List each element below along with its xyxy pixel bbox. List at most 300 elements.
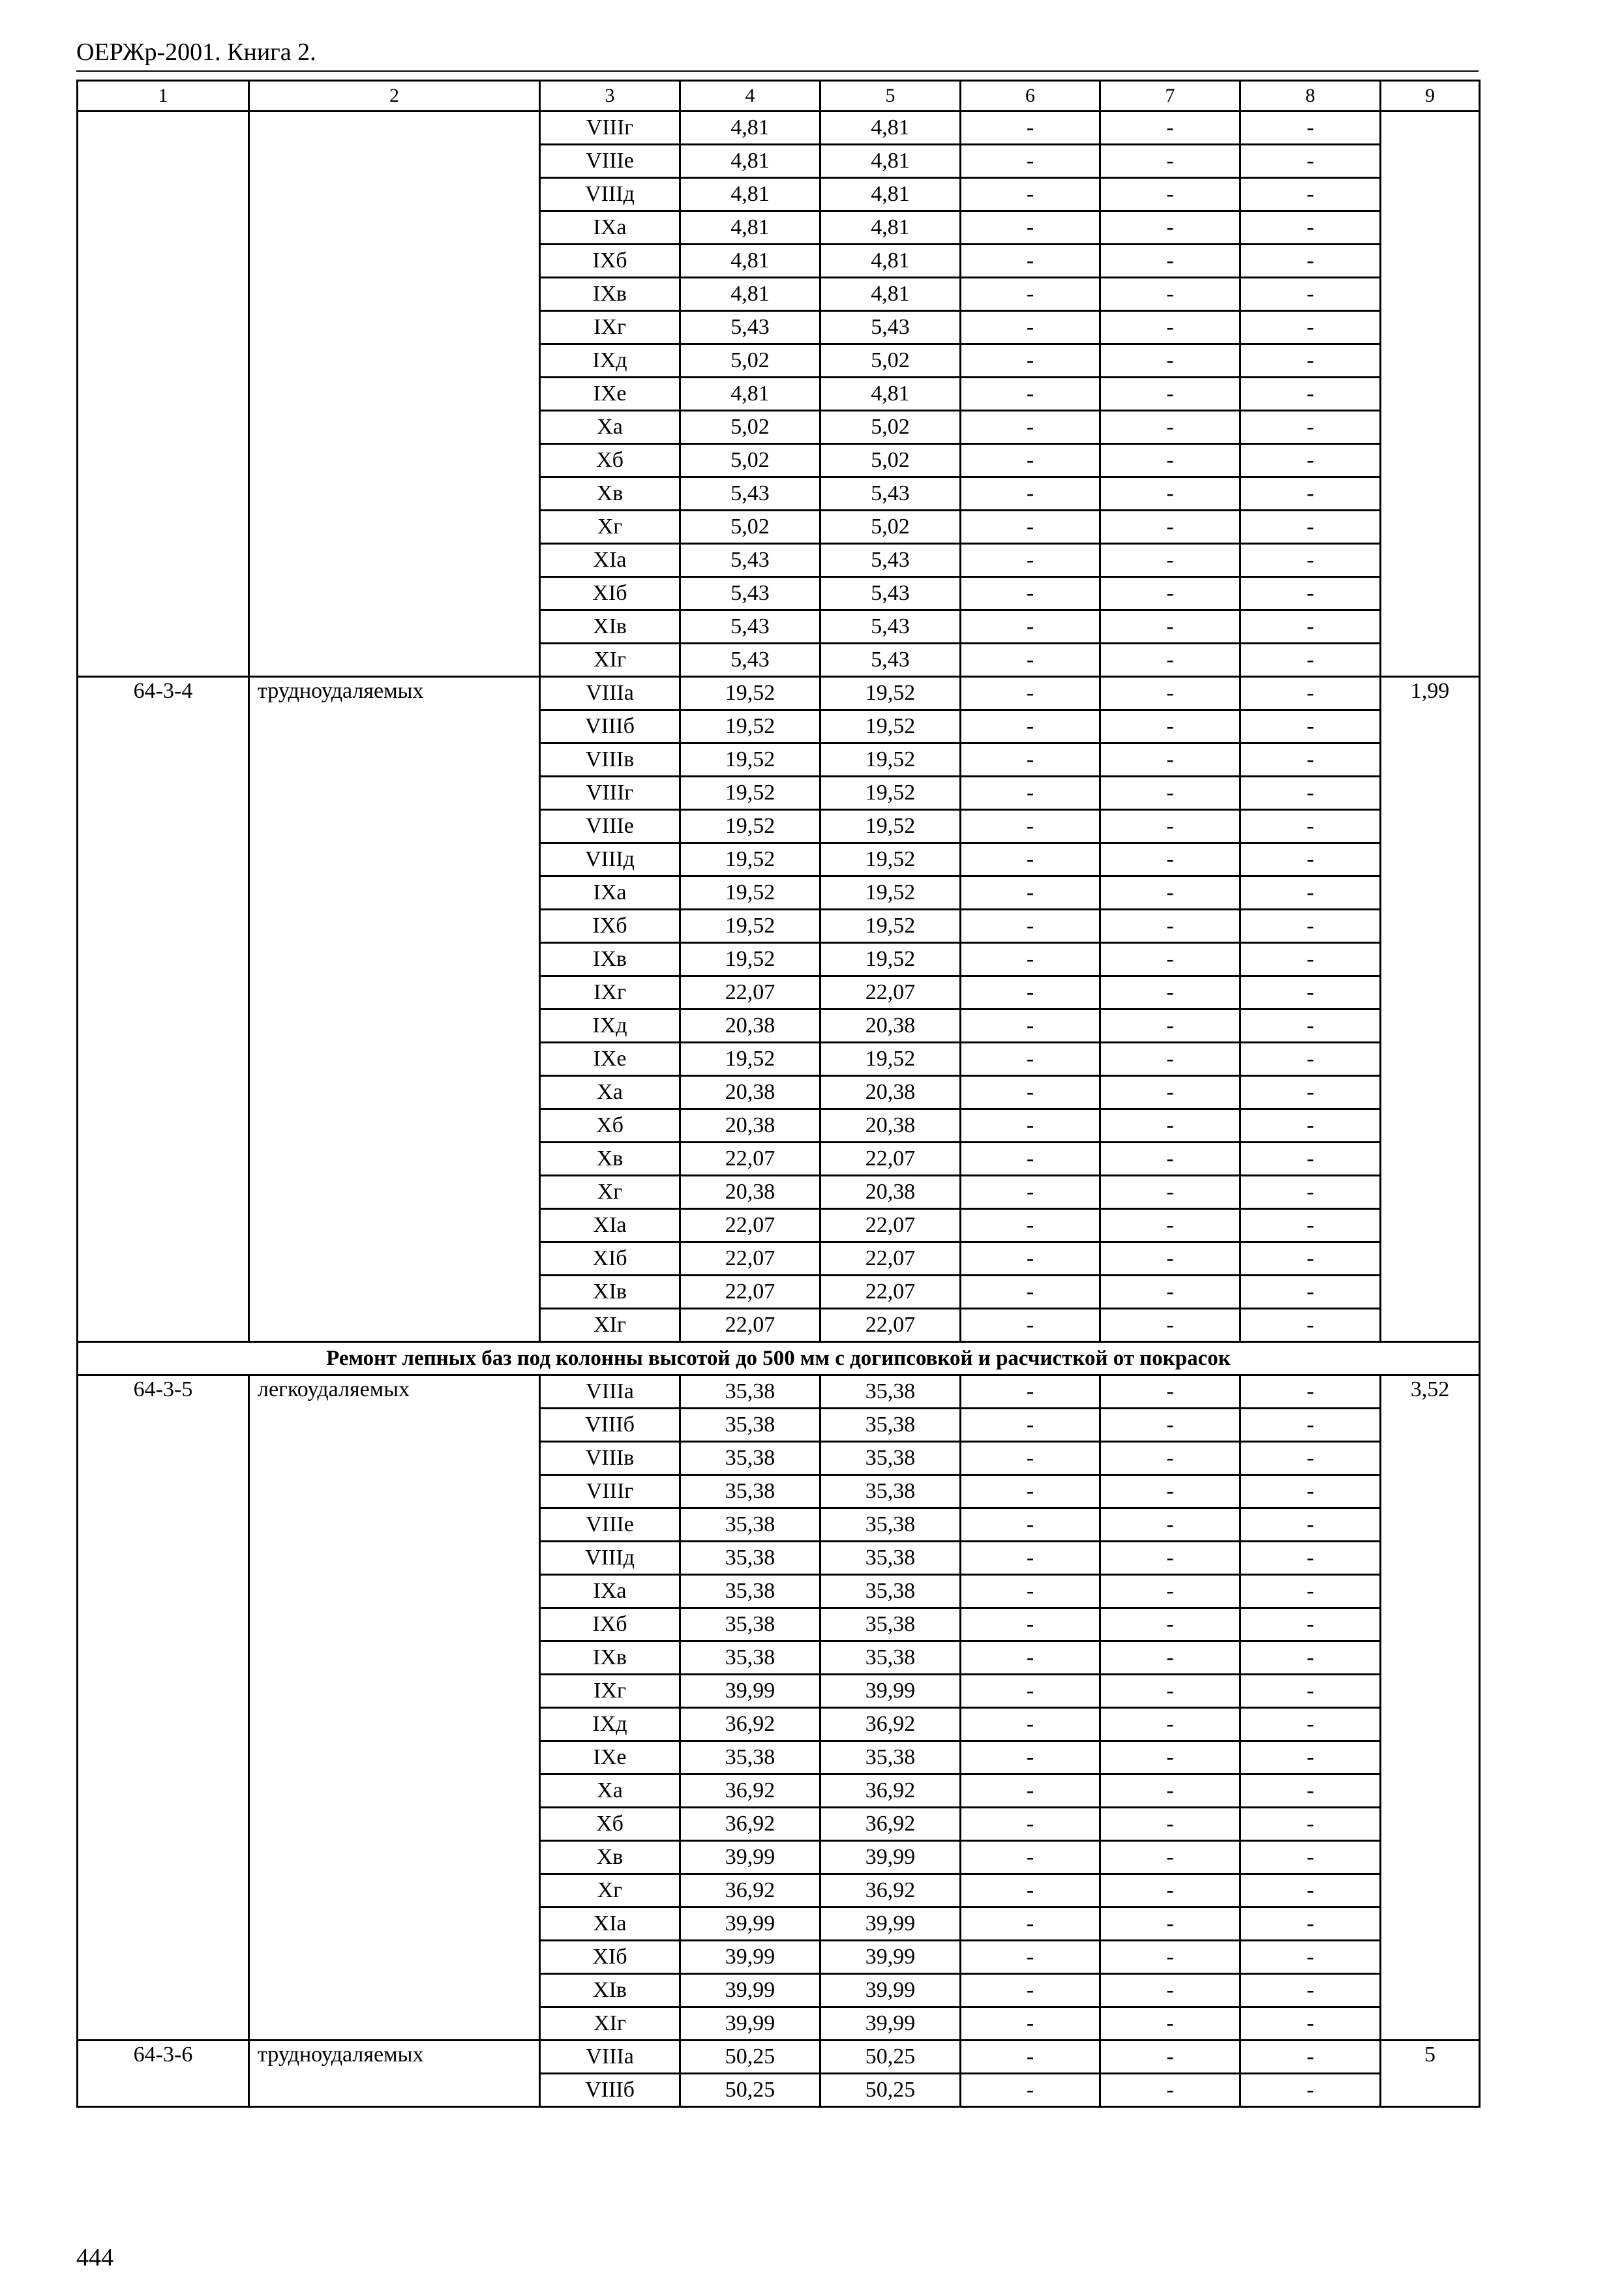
materials-cell: - [1241,1641,1381,1675]
driver-wages-cell: - [1100,1974,1241,2007]
machine-cost-cell: - [961,1941,1100,1974]
total-cost-cell: 4,81 [680,245,820,278]
rate-class-cell: Xг [540,1176,680,1209]
total-cost-cell: 39,99 [680,1841,820,1874]
wages-cell: 5,43 [820,544,961,577]
rate-class-cell: VIIIб [540,1409,680,1442]
total-cost-cell: 50,25 [680,2074,820,2107]
rate-class-cell: IXв [540,1641,680,1675]
item-description-cell: легкоудаляемых [249,1375,540,2041]
wages-cell: 5,43 [820,311,961,344]
rate-class-cell: VIIIа [540,2041,680,2074]
driver-wages-cell: - [1100,577,1241,610]
column-number: 5 [820,81,961,112]
machine-cost-cell: - [961,344,1100,378]
rate-class-cell: XIв [540,1974,680,2007]
wages-cell: 39,99 [820,1675,961,1708]
driver-wages-cell: - [1100,1242,1241,1276]
labor-cost-cell: 3,52 [1381,1375,1480,2041]
total-cost-cell: 19,52 [680,710,820,743]
driver-wages-cell: - [1100,1375,1241,1409]
header-rule [76,70,1479,72]
wages-cell: 50,25 [820,2074,961,2107]
machine-cost-cell: - [961,1908,1100,1941]
driver-wages-cell: - [1100,1675,1241,1708]
materials-cell: - [1241,777,1381,810]
machine-cost-cell: - [961,1276,1100,1309]
total-cost-cell: 20,38 [680,1010,820,1043]
materials-cell: - [1241,411,1381,444]
materials-cell: - [1241,976,1381,1010]
wages-cell: 35,38 [820,1442,961,1475]
rate-class-cell: IXб [540,245,680,278]
total-cost-cell: 22,07 [680,1242,820,1276]
wages-cell: 35,38 [820,1375,961,1409]
materials-cell: - [1241,1508,1381,1542]
machine-cost-cell: - [961,943,1100,976]
materials-cell: - [1241,511,1381,544]
driver-wages-cell: - [1100,1641,1241,1675]
materials-cell: - [1241,1608,1381,1641]
wages-cell: 4,81 [820,145,961,178]
machine-cost-cell: - [961,777,1100,810]
wages-cell: 36,92 [820,1874,961,1908]
materials-cell: - [1241,1741,1381,1774]
machine-cost-cell: - [961,211,1100,245]
wages-cell: 19,52 [820,1043,961,1076]
machine-cost-cell: - [961,1442,1100,1475]
materials-cell: - [1241,145,1381,178]
machine-cost-cell: - [961,544,1100,577]
wages-cell: 35,38 [820,1641,961,1675]
driver-wages-cell: - [1100,1010,1241,1043]
wages-cell: 5,02 [820,511,961,544]
rate-class-cell: XIг [540,644,680,677]
rate-class-cell: XIг [540,1309,680,1342]
materials-cell: - [1241,1874,1381,1908]
driver-wages-cell: - [1100,1176,1241,1209]
rate-class-cell: Xб [540,1109,680,1143]
machine-cost-cell: - [961,876,1100,910]
total-cost-cell: 20,38 [680,1109,820,1143]
rate-class-cell: VIIIв [540,1442,680,1475]
total-cost-cell: 22,07 [680,1276,820,1309]
machine-cost-cell: - [961,2074,1100,2107]
total-cost-cell: 35,38 [680,1409,820,1442]
materials-cell: - [1241,577,1381,610]
machine-cost-cell: - [961,1874,1100,1908]
driver-wages-cell: - [1100,1508,1241,1542]
total-cost-cell: 22,07 [680,1143,820,1176]
wages-cell: 19,52 [820,677,961,710]
materials-cell: - [1241,1076,1381,1109]
wages-cell: 36,92 [820,1774,961,1808]
column-number: 2 [249,81,540,112]
total-cost-cell: 36,92 [680,1874,820,1908]
wages-cell: 36,92 [820,1708,961,1741]
materials-cell: - [1241,610,1381,644]
wages-cell: 35,38 [820,1542,961,1575]
item-code-cell: 64-3-5 [78,1375,249,2041]
machine-cost-cell: - [961,2007,1100,2041]
page-number: 444 [76,2244,113,2271]
machine-cost-cell: - [961,743,1100,777]
rate-class-cell: XIа [540,1908,680,1941]
total-cost-cell: 4,81 [680,178,820,211]
driver-wages-cell: - [1100,411,1241,444]
wages-cell: 35,38 [820,1409,961,1442]
driver-wages-cell: - [1100,178,1241,211]
materials-cell: - [1241,1708,1381,1741]
total-cost-cell: 22,07 [680,1209,820,1242]
machine-cost-cell: - [961,1675,1100,1708]
machine-cost-cell: - [961,411,1100,444]
materials-cell: - [1241,1209,1381,1242]
item-description-cell [249,112,540,677]
rate-class-cell: VIIIб [540,710,680,743]
column-number: 3 [540,81,680,112]
rate-class-cell: VIIIг [540,112,680,145]
materials-cell: - [1241,1010,1381,1043]
column-number: 7 [1100,81,1241,112]
wages-cell: 35,38 [820,1475,961,1508]
rate-class-cell: IXд [540,1708,680,1741]
driver-wages-cell: - [1100,1209,1241,1242]
machine-cost-cell: - [961,2041,1100,2074]
machine-cost-cell: - [961,245,1100,278]
machine-cost-cell: - [961,1608,1100,1641]
total-cost-cell: 19,52 [680,677,820,710]
wages-cell: 19,52 [820,943,961,976]
wages-cell: 4,81 [820,112,961,145]
column-number: 8 [1241,81,1381,112]
driver-wages-cell: - [1100,444,1241,477]
machine-cost-cell: - [961,910,1100,943]
wages-cell: 22,07 [820,1143,961,1176]
total-cost-cell: 19,52 [680,810,820,843]
rate-class-cell: Xв [540,1841,680,1874]
driver-wages-cell: - [1100,876,1241,910]
driver-wages-cell: - [1100,245,1241,278]
wages-cell: 4,81 [820,378,961,411]
machine-cost-cell: - [961,976,1100,1010]
wages-cell: 4,81 [820,178,961,211]
machine-cost-cell: - [961,610,1100,644]
driver-wages-cell: - [1100,211,1241,245]
total-cost-cell: 4,81 [680,145,820,178]
rate-class-cell: Xа [540,411,680,444]
rate-class-cell: VIIIе [540,145,680,178]
rate-class-cell: IXв [540,278,680,311]
wages-cell: 35,38 [820,1741,961,1774]
rate-class-cell: Xа [540,1774,680,1808]
wages-cell: 20,38 [820,1109,961,1143]
machine-cost-cell: - [961,112,1100,145]
driver-wages-cell: - [1100,145,1241,178]
rate-class-cell: VIIIг [540,777,680,810]
driver-wages-cell: - [1100,511,1241,544]
wages-cell: 22,07 [820,1309,961,1342]
table-row [78,2041,1480,2074]
machine-cost-cell: - [961,477,1100,511]
total-cost-cell: 35,38 [680,1508,820,1542]
materials-cell: - [1241,112,1381,145]
materials-cell: - [1241,1475,1381,1508]
total-cost-cell: 5,02 [680,511,820,544]
rate-class-cell: XIа [540,544,680,577]
driver-wages-cell: - [1100,644,1241,677]
machine-cost-cell: - [961,1808,1100,1841]
rate-class-cell: IXб [540,910,680,943]
machine-cost-cell: - [961,145,1100,178]
machine-cost-cell: - [961,1309,1100,1342]
document-title: ОЕРЖр-2001. Книга 2. [76,38,316,66]
total-cost-cell: 5,43 [680,311,820,344]
driver-wages-cell: - [1100,810,1241,843]
wages-cell: 39,99 [820,2007,961,2041]
total-cost-cell: 20,38 [680,1176,820,1209]
rate-class-cell: IXг [540,311,680,344]
wages-cell: 35,38 [820,1508,961,1542]
rate-class-cell: XIг [540,2007,680,2041]
rate-class-cell: VIIIг [540,1475,680,1508]
table-row [78,112,1480,145]
rate-class-cell: IXа [540,211,680,245]
machine-cost-cell: - [961,1774,1100,1808]
wages-cell: 35,38 [820,1608,961,1641]
driver-wages-cell: - [1100,777,1241,810]
total-cost-cell: 20,38 [680,1076,820,1109]
total-cost-cell: 35,38 [680,1442,820,1475]
total-cost-cell: 19,52 [680,777,820,810]
machine-cost-cell: - [961,1641,1100,1675]
wages-cell: 5,02 [820,411,961,444]
materials-cell: - [1241,1808,1381,1841]
rate-class-cell: Xв [540,477,680,511]
machine-cost-cell: - [961,1542,1100,1575]
machine-cost-cell: - [961,1475,1100,1508]
machine-cost-cell: - [961,278,1100,311]
labor-cost-cell: 1,99 [1381,677,1480,1342]
materials-cell: - [1241,644,1381,677]
materials-cell: - [1241,245,1381,278]
materials-cell: - [1241,1242,1381,1276]
table-row [78,1375,1480,1409]
materials-cell: - [1241,743,1381,777]
total-cost-cell: 19,52 [680,843,820,876]
wages-cell: 19,52 [820,876,961,910]
rate-class-cell: Xб [540,444,680,477]
machine-cost-cell: - [961,1176,1100,1209]
materials-cell: - [1241,477,1381,511]
materials-cell: - [1241,344,1381,378]
rate-class-cell: IXг [540,1675,680,1708]
driver-wages-cell: - [1100,1741,1241,1774]
rate-class-cell: Xа [540,1076,680,1109]
materials-cell: - [1241,1908,1381,1941]
machine-cost-cell: - [961,577,1100,610]
wages-cell: 19,52 [820,810,961,843]
driver-wages-cell: - [1100,1076,1241,1109]
machine-cost-cell: - [961,311,1100,344]
driver-wages-cell: - [1100,2041,1241,2074]
rate-class-cell: IXе [540,378,680,411]
total-cost-cell: 35,38 [680,1542,820,1575]
materials-cell: - [1241,810,1381,843]
total-cost-cell: 5,43 [680,644,820,677]
total-cost-cell: 5,43 [680,544,820,577]
labor-cost-cell [1381,112,1480,677]
section-header-row [78,1342,1480,1375]
wages-cell: 5,43 [820,477,961,511]
machine-cost-cell: - [961,677,1100,710]
machine-cost-cell: - [961,1409,1100,1442]
wages-cell: 5,43 [820,644,961,677]
machine-cost-cell: - [961,378,1100,411]
rate-class-cell: VIIIе [540,1508,680,1542]
wages-cell: 5,02 [820,344,961,378]
rate-class-cell: Xг [540,1874,680,1908]
materials-cell: - [1241,876,1381,910]
rate-class-cell: XIв [540,610,680,644]
driver-wages-cell: - [1100,311,1241,344]
item-code-cell [78,112,249,677]
rate-class-cell: IXе [540,1741,680,1774]
machine-cost-cell: - [961,1841,1100,1874]
wages-cell: 39,99 [820,1841,961,1874]
column-number: 9 [1381,81,1480,112]
rate-class-cell: Xб [540,1808,680,1841]
driver-wages-cell: - [1100,544,1241,577]
machine-cost-cell: - [961,810,1100,843]
machine-cost-cell: - [961,1076,1100,1109]
materials-cell: - [1241,1442,1381,1475]
driver-wages-cell: - [1100,477,1241,511]
materials-cell: - [1241,843,1381,876]
total-cost-cell: 39,99 [680,1908,820,1941]
driver-wages-cell: - [1100,1808,1241,1841]
materials-cell: - [1241,910,1381,943]
machine-cost-cell: - [961,1043,1100,1076]
materials-cell: - [1241,378,1381,411]
total-cost-cell: 4,81 [680,211,820,245]
column-number: 1 [78,81,249,112]
driver-wages-cell: - [1100,1276,1241,1309]
rate-class-cell: VIIIд [540,843,680,876]
total-cost-cell: 35,38 [680,1475,820,1508]
rates-table-container [76,80,1481,2108]
total-cost-cell: 5,02 [680,411,820,444]
driver-wages-cell: - [1100,2007,1241,2041]
total-cost-cell: 19,52 [680,943,820,976]
driver-wages-cell: - [1100,1774,1241,1808]
wages-cell: 19,52 [820,710,961,743]
driver-wages-cell: - [1100,843,1241,876]
driver-wages-cell: - [1100,1608,1241,1641]
driver-wages-cell: - [1100,1941,1241,1974]
driver-wages-cell: - [1100,278,1241,311]
driver-wages-cell: - [1100,112,1241,145]
wages-cell: 20,38 [820,1176,961,1209]
wages-cell: 22,07 [820,1209,961,1242]
item-description-cell: трудноудаляемых [249,677,540,1342]
machine-cost-cell: - [961,710,1100,743]
wages-cell: 22,07 [820,1276,961,1309]
total-cost-cell: 35,38 [680,1575,820,1608]
rate-class-cell: XIб [540,577,680,610]
driver-wages-cell: - [1100,677,1241,710]
wages-cell: 36,92 [820,1808,961,1841]
wages-cell: 35,38 [820,1575,961,1608]
driver-wages-cell: - [1100,1575,1241,1608]
total-cost-cell: 4,81 [680,278,820,311]
materials-cell: - [1241,710,1381,743]
materials-cell: - [1241,178,1381,211]
labor-cost-cell: 5 [1381,2041,1480,2107]
wages-cell: 39,99 [820,1974,961,2007]
driver-wages-cell: - [1100,1043,1241,1076]
rates-table [76,80,1481,2108]
rate-class-cell: IXб [540,1608,680,1641]
total-cost-cell: 4,81 [680,378,820,411]
total-cost-cell: 36,92 [680,1808,820,1841]
wages-cell: 50,25 [820,2041,961,2074]
rate-class-cell: IXд [540,344,680,378]
total-cost-cell: 35,38 [680,1741,820,1774]
driver-wages-cell: - [1100,610,1241,644]
machine-cost-cell: - [961,1741,1100,1774]
rate-class-cell: VIIIа [540,1375,680,1409]
driver-wages-cell: - [1100,344,1241,378]
rate-class-cell: XIб [540,1242,680,1276]
total-cost-cell: 36,92 [680,1708,820,1741]
rate-class-cell: IXв [540,943,680,976]
driver-wages-cell: - [1100,1708,1241,1741]
rate-class-cell: IXг [540,976,680,1010]
driver-wages-cell: - [1100,1908,1241,1941]
total-cost-cell: 4,81 [680,112,820,145]
wages-cell: 20,38 [820,1076,961,1109]
rate-class-cell: IXа [540,1575,680,1608]
total-cost-cell: 22,07 [680,976,820,1010]
materials-cell: - [1241,1774,1381,1808]
column-number-row [78,81,1480,112]
section-title: Ремонт лепных баз под колонны высотой до 500 мм с догипсовкой и расчисткой от покрасок [78,1342,1480,1375]
machine-cost-cell: - [961,1242,1100,1276]
total-cost-cell: 35,38 [680,1641,820,1675]
item-code-cell: 64-3-6 [78,2041,249,2107]
machine-cost-cell: - [961,1708,1100,1741]
driver-wages-cell: - [1100,378,1241,411]
item-description-cell: трудноудаляемых [249,2041,540,2107]
total-cost-cell: 39,99 [680,1941,820,1974]
rate-class-cell: VIIIд [540,178,680,211]
wages-cell: 5,02 [820,444,961,477]
rate-class-cell: XIб [540,1941,680,1974]
total-cost-cell: 35,38 [680,1375,820,1409]
materials-cell: - [1241,311,1381,344]
driver-wages-cell: - [1100,1841,1241,1874]
materials-cell: - [1241,1375,1381,1409]
machine-cost-cell: - [961,1508,1100,1542]
wages-cell: 4,81 [820,245,961,278]
machine-cost-cell: - [961,1375,1100,1409]
rate-class-cell: VIIIа [540,677,680,710]
driver-wages-cell: - [1100,2074,1241,2107]
materials-cell: - [1241,211,1381,245]
driver-wages-cell: - [1100,1309,1241,1342]
driver-wages-cell: - [1100,1442,1241,1475]
